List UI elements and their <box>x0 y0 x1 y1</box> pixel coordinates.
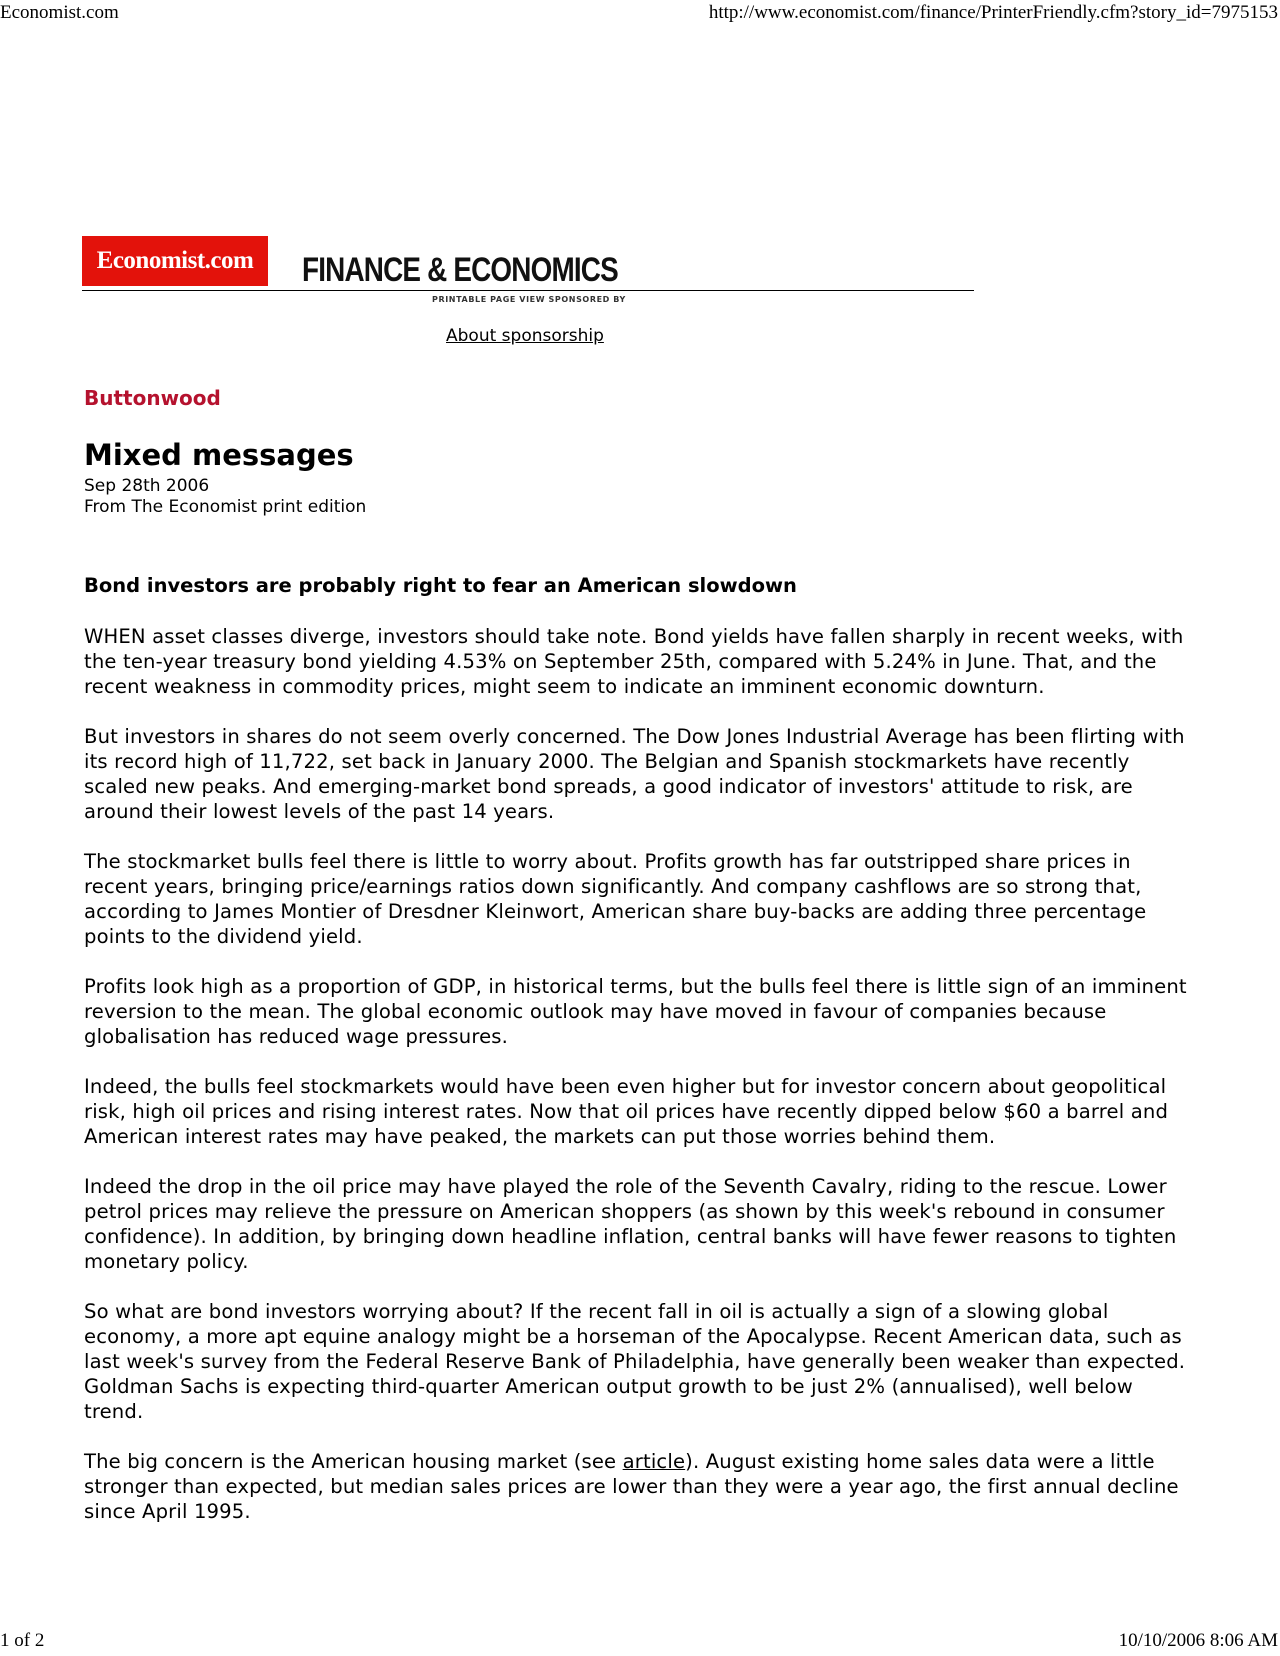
article-date: Sep 28th 2006 <box>84 476 210 496</box>
paragraph-last <box>84 1449 1194 1524</box>
article-body <box>84 624 1194 1549</box>
sponsor-note: PRINTABLE PAGE VIEW SPONSORED BY <box>432 295 626 304</box>
print-footer-page: 1 of 2 <box>0 1630 45 1651</box>
paragraph-text: The big concern is the American housing market (see <box>84 1450 623 1473</box>
column-kicker: Buttonwood <box>84 386 221 410</box>
article-meta <box>84 476 366 518</box>
banner-divider <box>82 290 974 291</box>
article-source: From The Economist print edition <box>84 497 367 517</box>
section-title: FINANCE & ECONOMICS <box>302 251 618 289</box>
print-header-url: http://www.economist.com/finance/PrinterFriendly.cfm?story_id=7975153 <box>708 2 1278 23</box>
article-headline: Mixed messages <box>84 438 354 472</box>
article-link[interactable]: article <box>622 1450 686 1473</box>
about-sponsorship-link[interactable]: About sponsorship <box>446 326 604 346</box>
paragraph: WHEN asset classes diverge, investors should take note. Bond yields have fallen sharply in recent weeks, with the ten-year treasury bond yielding 4.53% on September 25th, compared with 5.24% in June. That, and the recent weakness in commodity prices, might seem to indicate an imminent economic downturn. <box>84 625 1184 698</box>
paragraph: Indeed, the bulls feel stockmarkets would have been even higher but for investor concern about geopolitical risk, high oil prices and rising interest rates. Now that oil prices have recently dipped below $60 a barrel and American interest rates may have peaked, the markets can put those worries behind them. <box>84 1075 1169 1148</box>
paragraph: But investors in shares do not seem overly concerned. The Dow Jones Industrial Average has been flirting with its record high of 11,722, set back in January 2000. The Belgian and Spanish stockmarkets have recently scaled new peaks. And emerging-market bond spreads, a good indicator of investors' attitude to risk, are around their lowest levels of the past 14 years. <box>84 725 1185 823</box>
paragraph: The stockmarket bulls feel there is little to worry about. Profits growth has far outstripped share prices in recent years, bringing price/earnings ratios down significantly. And company cashflows are so strong that, according to James Montier of Dresdner Kleinwort, American share buy-backs are adding three percentage points to the dividend yield. <box>84 850 1147 948</box>
paragraph: Profits look high as a proportion of GDP, in historical terms, but the bulls feel there is little sign of an imminent reversion to the mean. The global economic outlook may have moved in favour of companies because globalisation has reduced wage pressures. <box>84 975 1187 1048</box>
paragraph-text: ). August existing home sales data were a little stronger than expected, but median sales prices are lower than they were a year ago, the first annual decline since April 1995. <box>84 1450 1179 1523</box>
print-footer-datetime: 10/10/2006 8:06 AM <box>1118 1630 1278 1651</box>
article-standfirst: Bond investors are probably right to fear an American slowdown <box>84 574 797 597</box>
paragraph: Indeed the drop in the oil price may have played the role of the Seventh Cavalry, riding to the rescue. Lower petrol prices may relieve the pressure on American shoppers (as shown by this week's rebound in consumer confidence). In addition, by bringing down headline inflation, central banks will have fewer reasons to tighten monetary policy. <box>84 1175 1177 1273</box>
paragraph: So what are bond investors worrying about? If the recent fall in oil is actually a sign of a slowing global economy, a more apt equine analogy might be a horseman of the Apocalypse. Recent American data, such as last week's survey from the Federal Reserve Bank of Philadelphia, have generally been weaker than expected. Goldman Sachs is expecting third-quarter American output growth to be just 2% (annualised), well below trend. <box>84 1300 1186 1423</box>
print-header-site: Economist.com <box>0 2 119 23</box>
economist-logo[interactable]: Economist.com <box>82 236 268 286</box>
